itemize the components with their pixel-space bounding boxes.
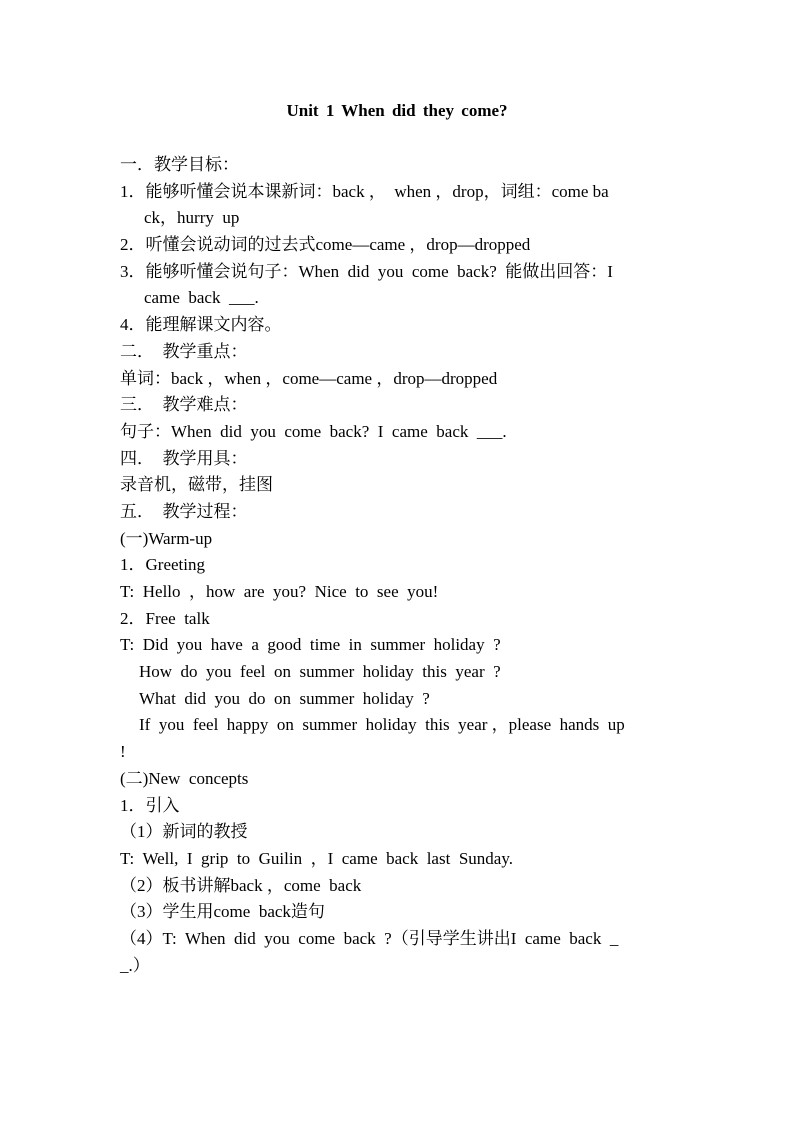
- subsection-new-concepts: (二)New concepts: [120, 768, 249, 788]
- sub-step-4-cont: _.）: [120, 955, 150, 975]
- document-title: Unit 1 When did they come?: [286, 101, 508, 120]
- dialogue-line: T: Well, I grip to Guilin ，I came back last Sunday.: [120, 848, 513, 868]
- subsection-warm-up: (一)Warm-up: [120, 528, 213, 548]
- objective-item-1: 1．能够听懂会说本课新词：back ， when ，drop，词组：come ba: [120, 181, 609, 201]
- dialogue-line: How do you feel on summer holiday this year ?: [139, 662, 501, 682]
- section-heading-objectives: 一．教学目标：: [120, 155, 239, 174]
- objective-item-1-cont: ck，hurry up: [144, 208, 240, 228]
- dialogue-line: T: Did you have a good time in summer holiday ?: [120, 635, 501, 655]
- objective-item-4: 4．能理解课文内容。: [120, 315, 282, 335]
- dialogue-line: What did you do on summer holiday ?: [139, 688, 430, 708]
- document-body: [120, 152, 676, 979]
- dialogue-line: T: Hello ，how are you? Nice to see you!: [120, 582, 439, 601]
- difficulties-text: 句子：When did you come back? I came back ___.: [120, 421, 507, 441]
- section-heading-process: 五． 教学过程：: [120, 501, 248, 521]
- section-heading-key-points: 二． 教学重点：: [120, 341, 248, 361]
- section-heading-materials: 四． 教学用具：: [120, 448, 248, 468]
- section-heading-difficulties: 三． 教学难点：: [120, 395, 248, 415]
- step-introduction: 1．引入: [120, 795, 180, 815]
- sub-step-1: （1）新词的教授: [120, 822, 248, 842]
- sub-step-3: （3）学生用come back造句: [120, 902, 325, 922]
- key-points-text: 单词：back ，when ，come—came ，drop—dropped: [120, 368, 498, 388]
- objective-item-3: 3．能够听懂会说句子：When did you come back? 能做出回答：I: [120, 261, 613, 281]
- objective-item-2: 2．听懂会说动词的过去式come—came ，drop—dropped: [120, 235, 531, 255]
- step-greeting: 1．Greeting: [120, 555, 205, 575]
- sub-step-4: （4）T: When did you come back ?（引导学生讲出I came back _: [120, 928, 619, 948]
- materials-text: 录音机，磁带，挂图: [120, 475, 273, 495]
- sub-step-2: （2）板书讲解back ，come back: [120, 875, 362, 895]
- objective-item-3-cont: came back ___.: [144, 288, 259, 308]
- dialogue-line-cont: !: [120, 742, 126, 762]
- dialogue-line: If you feel happy on summer holiday this year ，please hands up: [139, 715, 625, 735]
- step-free-talk: 2．Free talk: [120, 608, 210, 628]
